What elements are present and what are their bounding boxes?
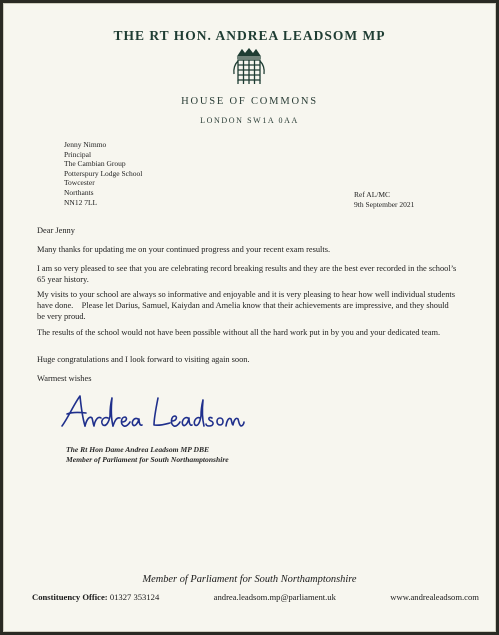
recipient-address bbox=[64, 140, 142, 207]
salutation: Dear Jenny bbox=[37, 226, 75, 235]
office-phone: 01327 353124 bbox=[109, 592, 160, 602]
letter-page bbox=[3, 3, 496, 632]
footer-office bbox=[32, 592, 159, 602]
signatory-block bbox=[66, 445, 229, 465]
signature-image bbox=[58, 388, 248, 436]
recipient-line: Northants bbox=[64, 187, 94, 197]
letter-paragraph: I am so very pleased to see that you are celebrating record breaking results and they are the best ever recorded in the school’s 65 year history. bbox=[37, 264, 457, 284]
letterhead-address: LONDON SW1A 0AA bbox=[200, 116, 299, 125]
reference-code: Ref AL/MC bbox=[354, 190, 391, 199]
reference-block bbox=[354, 190, 414, 209]
footer-role: Member of Parliament for South Northamptonshire bbox=[142, 574, 357, 585]
recipient-line: Potterspury Lodge School bbox=[64, 168, 143, 178]
recipient-line: Towcester bbox=[64, 178, 95, 188]
letter-paragraph: Huge congratulations and I look forward to visiting again soon. bbox=[37, 355, 250, 364]
house-of-commons-heading: HOUSE OF COMMONS bbox=[181, 96, 318, 107]
footer-email: andrea.leadsom.mp@parliament.uk bbox=[213, 592, 336, 602]
recipient-line: The Cambian Group bbox=[64, 159, 126, 169]
closing: Warmest wishes bbox=[37, 374, 92, 383]
recipient-line: NN12 7LL bbox=[64, 197, 98, 207]
portcullis-icon bbox=[230, 48, 268, 88]
recipient-line: Jenny Nimmo bbox=[64, 140, 107, 149]
letterhead-mp-name: THE RT HON. ANDREA LEADSOM MP bbox=[113, 28, 386, 43]
footer-contact bbox=[32, 592, 479, 602]
footer-website: www.andrealeadsom.com bbox=[390, 592, 479, 602]
letter-paragraph: My visits to your school are always so informative and enjoyable and it is very pleasing to hear how well individual students have done. Please let Darius, Samuel, Kaiydan and Amelia know that their achievements are impressive, and they should be very proud. bbox=[37, 290, 458, 321]
letter-paragraph: Many thanks for updating me on your continued progress and your recent exam results. bbox=[37, 245, 331, 254]
letter-date: 9th September 2021 bbox=[354, 199, 415, 209]
signatory-name: The Rt Hon Dame Andrea Leadsom MP DBE bbox=[66, 445, 210, 454]
office-label: Constituency Office: bbox=[32, 592, 108, 602]
recipient-line: Principal bbox=[64, 149, 92, 159]
signatory-role: Member of Parliament for South Northamptonshire bbox=[66, 454, 229, 464]
letter-paragraph: The results of the school would not have been possible without all the hard work put in by you and your dedicated team. bbox=[37, 328, 441, 337]
